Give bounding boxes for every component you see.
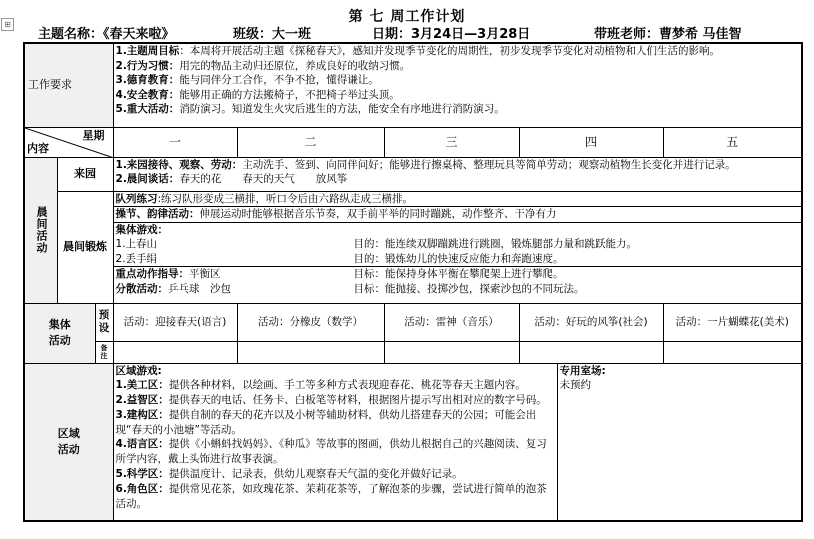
guided-row: 重点动作指导：平衡区 目标： 能保持身体平衡在攀爬架上进行攀爬。: [115, 268, 564, 280]
weekly-plan-table: [23, 42, 803, 522]
arrival-line: 2.晨间谈话：春天的花 春天的天气 放风筝: [115, 173, 348, 185]
rhythm-activity: 操节、韵律活动：伸展运动时能够根据音乐节奏，双手前平举的同时蹦跳，动作整齐、干净有力: [114, 207, 802, 223]
page-title: 第 七 周工作计划: [348, 9, 466, 25]
group-activity: 活动：一片蝴蝶花(美术): [663, 303, 802, 341]
arrival-line: 1.来园接待、观察、劳动：主动洗手、签到、向同伴问好；能够进行擦桌椅、整理玩具等简单劳动；观察动植物生长变化并进行记录。: [115, 158, 736, 171]
work-requirements-label: 工作要求: [24, 43, 113, 127]
group-activity: 活动：雷神（音乐）: [384, 303, 519, 341]
area-games-title: 区域游戏:: [115, 364, 162, 377]
note-cell[interactable]: [113, 341, 237, 363]
area-activity-label: 区域活动: [24, 363, 113, 521]
day-header: 五: [663, 127, 802, 157]
special-room: [557, 363, 802, 521]
week-corner-cell: [24, 127, 113, 157]
game-row: 2.丢手绢 目的： 锻炼幼儿的快速反应能力和奔跑速度。: [115, 252, 564, 265]
exercise-content: [113, 191, 802, 303]
work-line: 4.安全教育：能够用正确的方法搬椅子，不把椅子举过头顶。: [115, 88, 400, 101]
teacher-field: 带班老师：曹梦希 马佳智: [594, 27, 742, 42]
special-room-value: 未预约: [559, 379, 592, 391]
area-item: 6.角色区：提供常见花茶，如玫瑰花茶、茉莉花茶等，了解泡茶的步骤，尝试进行简单的泡茶活动。: [115, 482, 547, 510]
area-item: 3.建构区：提供自制的春天的花卉以及小树等辅助材料，供幼儿搭建春天的公园；可能会出现“春天的小池塘”等活动。: [115, 408, 537, 436]
content-axis-label: 内容: [27, 142, 49, 155]
area-item: 5.科学区：提供温度计、记录表，供幼儿观察春天气温的变化并做好记录。: [115, 468, 463, 481]
area-item: 2.益智区：提供春天的电话、任务卡、白板笔等材料，根据图片提示写出相对应的数字号码。: [115, 394, 547, 407]
work-line: 5.重大活动：消防演习。知道发生火灾后逃生的方法，能安全有序地进行消防演习。: [115, 103, 505, 115]
work-requirements: [113, 43, 802, 127]
guided-activities: [114, 267, 802, 296]
theme-field: 主题名称：《春天来啦》: [38, 27, 175, 42]
area-item: 4.语言区：提供《小蝌蚪找妈妈》、《种瓜》等故事的图画，供幼儿根据自己的兴趣阅读、复习所学内容，戴上头饰进行故事表演。: [115, 438, 547, 466]
group-activity: 活动：迎接春天(语言): [113, 303, 237, 341]
area-item: 1.美工区：提供各种材料，以绘画、手工等多种方式表现迎春花、桃花等春天主题内容。: [115, 379, 526, 392]
area-games: [113, 363, 557, 521]
note-label: 备注: [95, 341, 113, 363]
date-field: 日期：3月24日—3月28日: [372, 27, 531, 42]
preset-label: 预设: [95, 303, 113, 341]
group-activity: 活动：分橡皮（数学）: [237, 303, 384, 341]
day-header: 三: [384, 127, 519, 157]
day-header: 一: [113, 127, 237, 157]
note-cell[interactable]: [384, 341, 519, 363]
note-cell[interactable]: [519, 341, 663, 363]
guided-row: 分散活动：乒乓球 沙包 目标： 能抛接、投掷沙包，探索沙包的不同玩法。: [115, 282, 585, 295]
special-room-title: 专用室场:: [559, 364, 606, 377]
game-row: 1.上春山 目的： 能连续双脚蹦跳进行跳圈，锻炼腿部力量和跳跃能力。: [115, 238, 638, 250]
morning-activity-label: 晨间活动: [24, 157, 57, 303]
note-cell[interactable]: [237, 341, 384, 363]
arrival-content: [113, 157, 802, 191]
group-activity-label: 集体活动: [24, 303, 95, 363]
day-header: 二: [237, 127, 384, 157]
note-cell[interactable]: [663, 341, 802, 363]
games-title: 集体游戏：: [115, 223, 169, 236]
weekday-axis-label: 星期: [82, 128, 105, 142]
work-line: 2.行为习惯：用完的物品主动归还原位，养成良好的收纳习惯。: [115, 59, 411, 72]
class-field: 班级：大一班: [233, 27, 312, 42]
work-line: 3.德育教育：能与同伴分工合作，不争不抢，懂得谦让。: [115, 74, 379, 86]
group-activity: 活动：好玩的风筝(社会): [519, 303, 663, 341]
table-move-handle-icon[interactable]: ⊞: [1, 18, 14, 31]
queue-practice: 队列练习:练习队形变成三横排，听口令后由六路纵走成三横排。: [114, 192, 802, 208]
work-line: 1.主题周目标：本周将开展活动主题《探秘春天》，感知并发现季节变化的周期性，初步发现季节变化对动植物和人们生活的影响。: [115, 45, 721, 57]
exercise-label: 晨间锻炼: [57, 191, 113, 303]
group-games: [114, 223, 802, 268]
arrival-label: 来园: [57, 157, 113, 191]
day-header: 四: [519, 127, 663, 157]
